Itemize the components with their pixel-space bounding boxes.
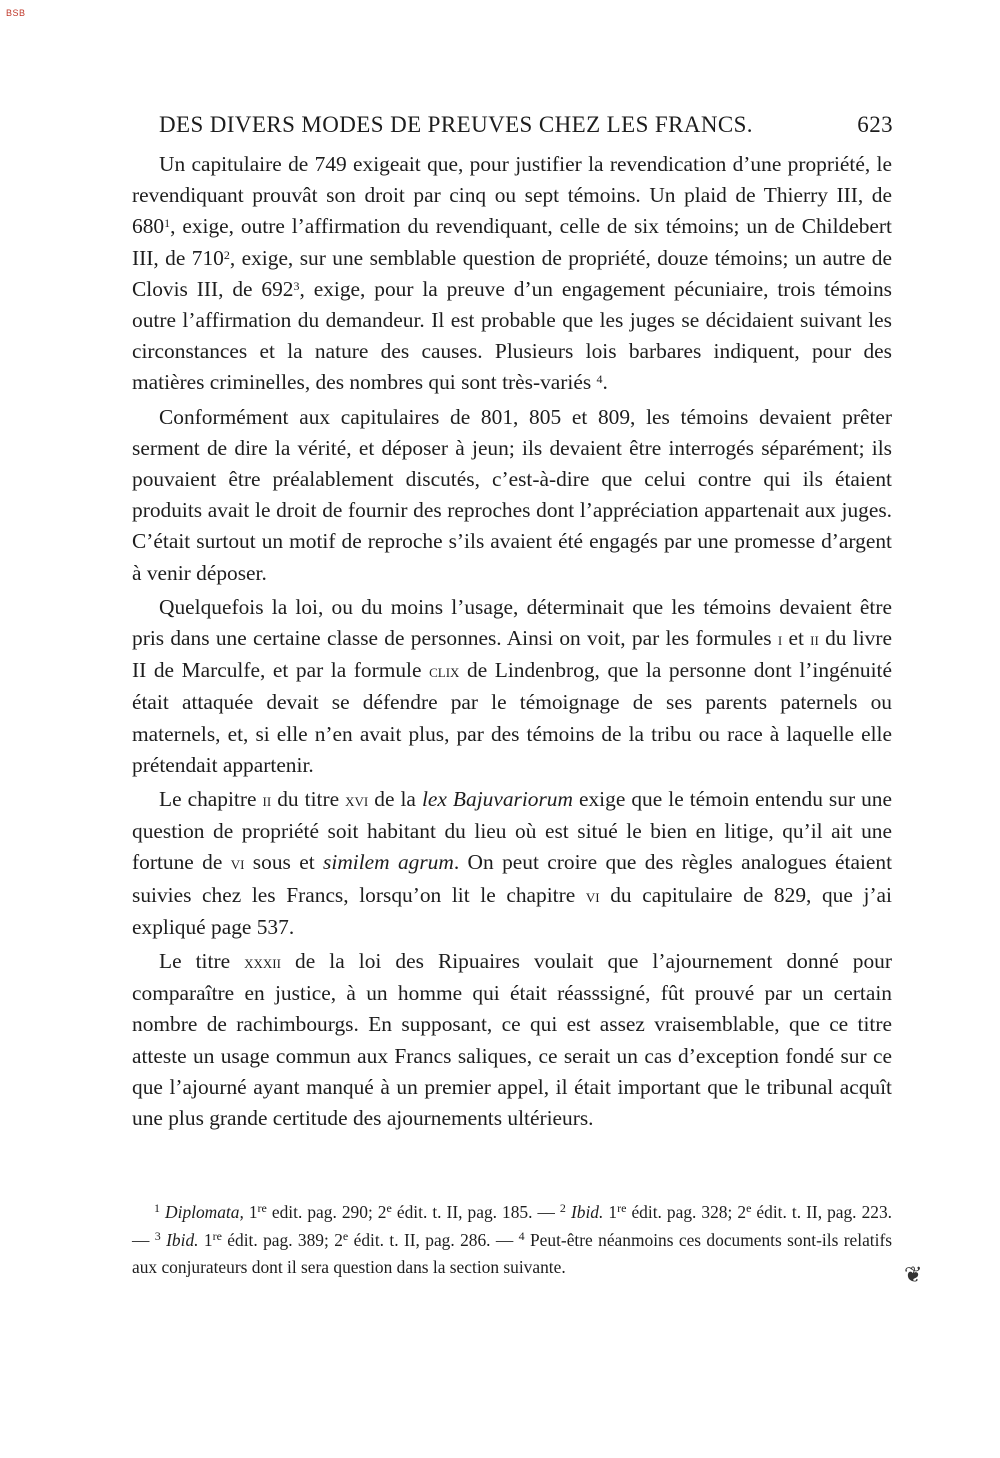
roman-numeral: vi [230,853,245,874]
text-run: , exige, sur une semblable question de propriété, douze témoins; un autre de Clovis III, de 692 [132,245,892,301]
page-number: 623 [857,112,893,137]
footnotes [132,1199,892,1282]
roman-numeral: clix [429,661,460,682]
paragraph [132,149,892,399]
main-text [132,149,892,1134]
text-run: exige que le témoin entendu sur une question de propriété soit habitant du lieu où est situé le bien en litige, qu’il ait une fortune de [132,787,892,875]
italic-term: Diplomata, [165,1202,244,1222]
italic-term: Ibid. [570,1202,604,1222]
text-run: sous et [244,850,324,875]
footnote-marker: 4 [518,1228,525,1243]
footnote-ref: 1 [164,216,171,231]
footnote-ref: 4 [596,372,603,387]
roman-numeral: i [777,629,783,650]
text-run: de la [368,787,422,812]
text-run: édit. t. II, pag. 223. — [132,1202,893,1250]
text-run: , exige, outre l’affirmation du revendiquant, celle de six témoins; un de Childebert III, de 710 [132,214,892,270]
text-run: . On peut croire que des règles analogues étaient suivies chez les Francs, lorsqu’on lit le chapitre [132,850,893,907]
paragraph [132,784,892,943]
italic-term: similem agrum [323,850,454,875]
running-header [159,112,893,146]
running-title: DES DIVERS MODES DE PREUVES CHEZ LES FRANCS. [159,112,753,137]
paragraph: Conformément aux capitulaires de 801, 805 et 809, les témoins devaient prêter serment de dire la vérité, et déposer à jeun; ils devaient être interrogés séparément; ils pouvaient être préalablement discutés, c’est-à-dire que celui contre qui ils étaient produits avait le droit de fournir des reproches dont l’appréciation appartenait aux juges. C’était surtout un motif de reproche s’ils avaient été engagés par une promesse d’argent à venir déposer. [132,404,892,585]
text-run: 1 [198,1229,213,1250]
footnote-ref: 2 [223,247,230,262]
text-run: Le titre [159,949,245,974]
text-run: édit. t. II, pag. 286. — [348,1229,519,1250]
footnote-marker: 1 [154,1201,160,1215]
text-run: de la loi des Ripuaires voulait que l’ajournement donné pour comparaître en justice, à un homme qui était réasssigné, fût prouvé par un certain nombre de rachimbourgs. En supposant, ce qui est assez vraisemblable, que ce titre atteste un usage commun aux Francs saliques, ce serait un cas d’exception fondé sur ce que l’ajourné ayant manqué à un premier appel, il était important que le tribunal acquît une plus grande certitude des ajournements ultérieurs. [132,949,892,1131]
text-run: du livre II de Marculfe, et par la formule [132,626,892,683]
text-run: Quelquefois la loi, ou du moins l’usage, déterminait que les témoins devaient être pris dans une certaine classe de personnes. Ainsi on voit, par les formules [132,594,892,651]
ordinal-suffix: re [257,1201,267,1215]
text-run: 1 [243,1202,258,1222]
ordinal-suffix: e [386,1201,392,1215]
text-run: du capitulaire de 829, que j’ai expliqué page 537. [132,882,892,939]
ordinal-suffix: e [342,1228,349,1243]
text-run: de Lindenbrog, que la personne dont l’ingénuité était attaquée devait se défendre par le témoignage de ses parents paternels ou maternels, et, si elle n’en avait plus, par des témoins de la tribu ou race à laquelle elle prétendait appartenir. [132,658,892,777]
roman-numeral: ii [810,629,819,650]
text-run: , exige, pour la preuve d’un engagement pécuniaire, trois témoins outre l’affirmation du demandeur. Il est probable que les juges se décidaient suivant les circonstances et la nature des causes. Plusieurs lois barbares indiquent, pour des matières criminelles, des nombres qui sont très-variés [132,276,892,395]
text-run: 1 [603,1202,618,1222]
italic-term: Ibid. [166,1229,199,1250]
roman-numeral: vi [585,885,600,906]
text-run: Un capitulaire de 749 exigeait que, pour justifier la revendication d’une propriété, le revendiquant prouvât son droit par cinq ou sept témoins. Un plaid de Thierry III, de 680 [132,152,892,239]
text-run: édit. pag. 328; 2 [626,1202,747,1222]
paragraph [132,946,892,1134]
printer-ornament-icon: ❦ [904,1262,923,1287]
text-run: et [782,626,811,651]
footnote-block [132,1199,892,1282]
text-run: édit. pag. 389; 2 [221,1229,343,1250]
footnote-marker: 3 [154,1228,161,1243]
text-run: . [602,370,608,395]
roman-numeral: xvi [345,790,369,811]
text-run: edit. pag. 290; 2 [266,1202,387,1222]
roman-numeral: xxxii [244,952,281,973]
ordinal-suffix: e [746,1201,752,1215]
paragraph [132,592,892,781]
text-run: Peut-être néanmoins ces documents sont-ils relatifs aux conjurateurs dont il sera question dans la section suivante. [132,1229,893,1278]
ordinal-suffix: re [617,1201,627,1215]
footnote-marker: 2 [559,1201,566,1215]
footnote-ref: 3 [293,278,300,293]
text-run: Le chapitre [159,787,263,812]
roman-numeral: ii [262,790,272,811]
text-run: du titre [271,787,346,812]
text-run: édit. t. II, pag. 185. — [391,1202,560,1222]
library-stamp: BSB [6,8,26,18]
italic-term: lex Bajuvariorum [421,787,573,812]
ordinal-suffix: re [212,1228,222,1243]
